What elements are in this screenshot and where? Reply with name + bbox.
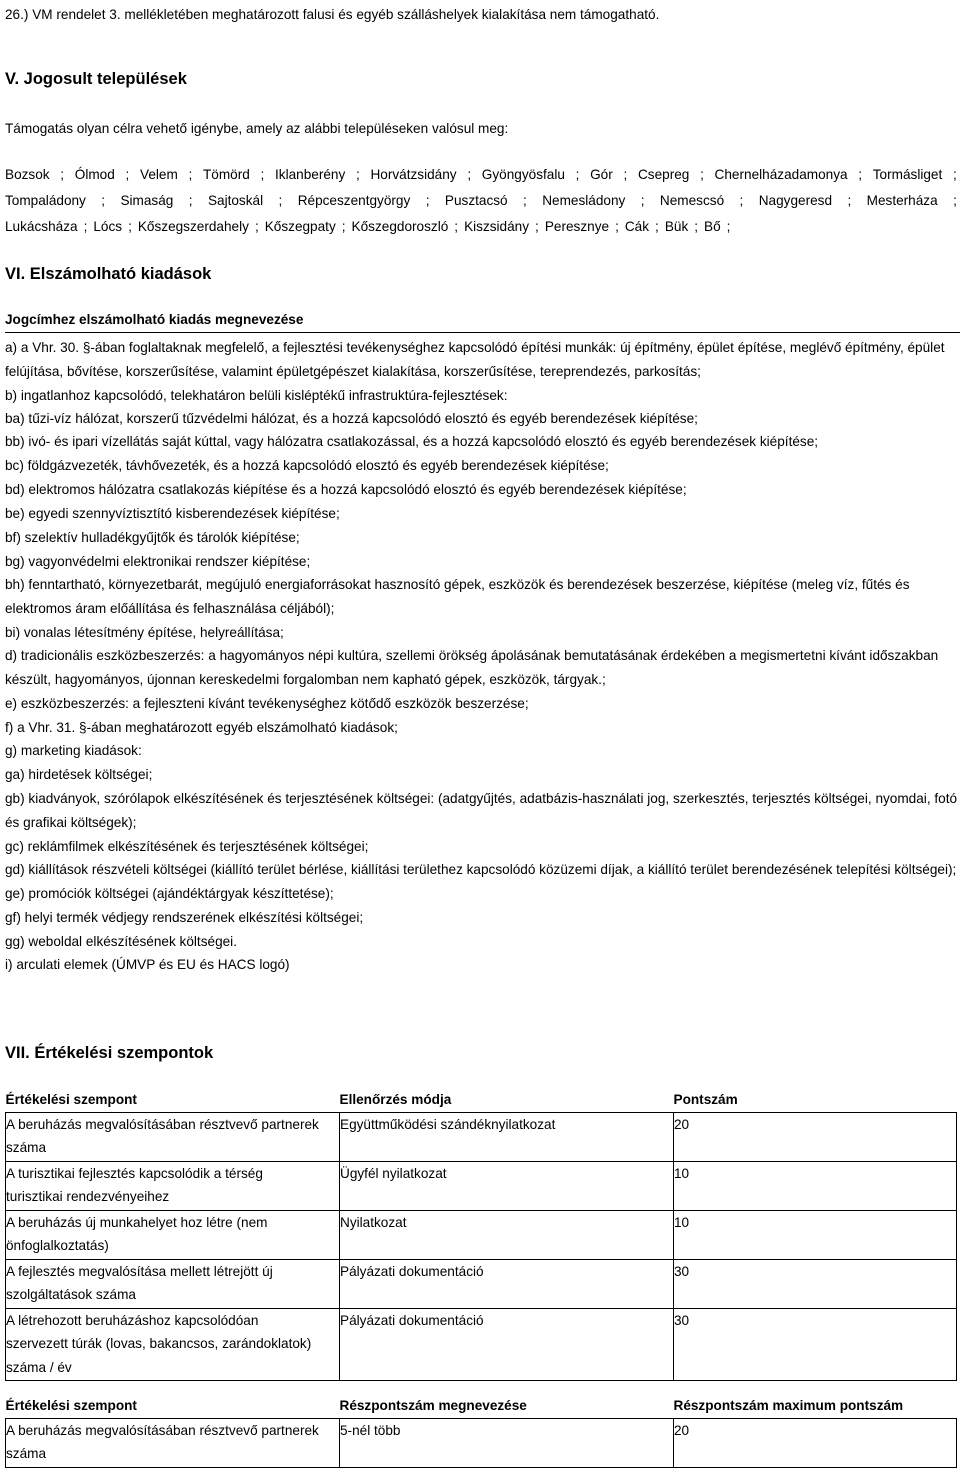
method-cell: Pályázati dokumentáció — [340, 1308, 674, 1381]
criterion-cell: A beruházás új munkahelyet hoz létre (nem önfoglalkoztatás) — [6, 1210, 340, 1259]
settlement-name: Chernelházadamonya — [714, 167, 848, 182]
settlement-name: Kőszegszerdahely — [137, 219, 249, 234]
section-5-lead: Támogatás olyan célra vehető igénybe, amely az alábbi településeken valósul meg: — [5, 121, 509, 136]
table-row — [6, 1308, 957, 1381]
separator: ; — [726, 219, 731, 234]
table-row — [6, 1112, 957, 1161]
method-cell: Együttműködési szándéknyilatkozat — [340, 1112, 674, 1161]
expense-line: ga) hirdetések költségei; — [5, 767, 153, 782]
expense-line: be) egyedi szennyvíztisztító kisberendezések kiépítése; — [5, 506, 340, 521]
points-cell: 20 — [674, 1112, 957, 1161]
settlement-name: Nemesládony — [542, 193, 626, 208]
separator: ; — [341, 219, 346, 234]
separator: ; — [655, 219, 659, 234]
settlement-name: Tömörd — [202, 167, 250, 182]
separator: ; — [523, 193, 527, 208]
table-row — [6, 1418, 957, 1467]
points-cell: 10 — [674, 1161, 957, 1210]
settlement-name: Gór — [590, 167, 613, 182]
evaluation-table — [5, 1088, 957, 1381]
separator: ; — [575, 167, 580, 182]
settlement-row-2 — [5, 193, 957, 209]
settlement-name: Iklanberény — [275, 167, 346, 182]
expense-line: bh) fenntartható, környezetbarát, megújuló energiaforrásokat hasznosító gépek, eszközök és berendezések beszerzése, kiépítése (meleg víz, fűtés és — [5, 577, 910, 592]
settlement-name: Lócs — [93, 219, 123, 234]
separator: ; — [694, 219, 699, 234]
settlement-name: Sajtoskál — [207, 193, 264, 208]
expense-line: ba) tűzi-víz hálózat, korszerű tűzvédelmi hálózat, és a hozzá kapcsolódó elosztó és egyéb berendezések kiépítése; — [5, 411, 698, 426]
table-header-method: Ellenőrzés módja — [339, 1092, 452, 1107]
settlement-name: Bozsok — [5, 167, 50, 182]
settlement-name: Kőszegdoroszló — [351, 219, 449, 234]
points-cell: 10 — [674, 1210, 957, 1259]
settlement-name: Simaság — [120, 193, 174, 208]
separator: ; — [425, 193, 430, 208]
section-5-heading: V. Jogosult települések — [5, 70, 187, 88]
expense-line: gg) weboldal elkészítésének költségei. — [5, 934, 237, 949]
expense-line: f) a Vhr. 31. §-ában meghatározott egyéb elszámolható kiadások; — [5, 720, 398, 735]
separator: ; — [858, 167, 863, 182]
table-row — [6, 1210, 957, 1259]
expense-line: készült, hagyományos, újonnan kereskedelmi forgalomban nem kapható gépek, eszközök, tárgyak.; — [5, 672, 606, 687]
separator: ; — [535, 219, 539, 234]
settlement-name: Nagygeresd — [758, 193, 833, 208]
separator: ; — [101, 193, 106, 208]
expense-line: i) arculati elemek (ÚMVP és EU és HACS logó) — [5, 957, 290, 972]
table-header-criterion: Értékelési szempont — [5, 1398, 137, 1413]
criterion-cell: A fejlesztés megvalósítása mellett létrejött új szolgáltatások száma — [6, 1259, 340, 1308]
settlement-name: Ólmod — [74, 167, 115, 182]
separator: ; — [467, 167, 472, 182]
settlement-name: Tormásliget — [872, 167, 943, 182]
criterion-cell: A turisztikai fejlesztés kapcsolódik a térség turisztikai rendezvényeihez — [6, 1161, 340, 1210]
expense-line: gb) kiadványok, szórólapok elkészítésének és terjesztésének költségei: (adatgyűjtés, adatbázis-használati jog, szerkesztés, terjesztés költségei, nyomdai, fotó — [5, 791, 958, 806]
settlement-name: Kiszsidány — [464, 219, 530, 234]
points-cell: 20 — [674, 1418, 957, 1467]
separator: ; — [188, 193, 193, 208]
expense-line: gd) kiállítások részvételi költségei (kiállító terület bérlése, kiállítási területhez kapcsolódó közüzemi díjak, a kiállító terület berendezésének telepítési költségei); — [5, 862, 957, 877]
criterion-cell: A beruházás megvalósításában résztvevő partnerek száma — [6, 1112, 340, 1161]
expense-line: gc) reklámfilmek elkészítésének és terjesztésének költségei; — [5, 839, 369, 854]
settlement-name: Gyöngyösfalu — [481, 167, 565, 182]
criterion-cell: A beruházás megvalósításában résztvevő partnerek száma — [6, 1418, 340, 1467]
section-6-heading: VI. Elszámolható kiadások — [5, 265, 212, 283]
separator: ; — [355, 167, 360, 182]
separator: ; — [952, 167, 957, 182]
separator: ; — [640, 193, 645, 208]
settlement-name: Velem — [140, 167, 178, 182]
expense-line: bi) vonalas létesítmény építése, helyreállítása; — [5, 625, 284, 640]
expense-line: bb) ivó- és ipari vízellátás saját kúttal, vagy hálózatra csatlakozással, és a hozzá kapcsolódó elosztó és egyéb berendezések kiépítése; — [5, 434, 819, 449]
separator: ; — [454, 219, 459, 234]
table-header-subscore-name: Részpontszám megnevezése — [339, 1398, 527, 1413]
expense-line: felújítása, bővítése, korszerűsítése, valamint épületgépészet kialakítása, korszerűsítése, tereprendezés, parkosítás; — [5, 364, 701, 379]
settlement-name: Nemescsó — [659, 193, 725, 208]
separator: ; — [700, 167, 704, 182]
settlement-name: Csepreg — [637, 167, 690, 182]
separator: ; — [83, 219, 88, 234]
expense-line: e) eszközbeszerzés: a fejleszteni kívánt tevékenységhez kötődő eszközök beszerzése; — [5, 696, 529, 711]
expense-line: bd) elektromos hálózatra csatlakozás kiépítése és a hozzá kapcsolódó elosztó és egyéb berendezések kiépítése; — [5, 482, 687, 497]
settlement-row-1 — [5, 167, 957, 183]
settlement-name: Horvátzsidány — [370, 167, 457, 182]
method-cell: Nyilatkozat — [340, 1210, 674, 1259]
method-cell: Pályázati dokumentáció — [340, 1259, 674, 1308]
separator: ; — [739, 193, 744, 208]
expense-line: ge) promóciók költségei (ajándéktárgyak készíttetése); — [5, 886, 334, 901]
settlement-name: Peresznye — [544, 219, 610, 234]
table-row — [6, 1259, 957, 1308]
settlement-name: Pusztacsó — [444, 193, 508, 208]
expense-line: gf) helyi termék védjegy rendszerének elkészítési költségei; — [5, 910, 364, 925]
expense-line: g) marketing kiadások: — [5, 743, 142, 758]
separator: ; — [254, 219, 259, 234]
separator: ; — [260, 167, 265, 182]
section-7-heading: VII. Értékelési szempontok — [5, 1044, 214, 1062]
separator: ; — [847, 193, 852, 208]
separator: ; — [615, 219, 619, 234]
expense-line: b) ingatlanhoz kapcsolódó, telekhatáron belüli kisléptékű infrastruktúra-fejlesztések: — [5, 388, 508, 403]
method-cell: 5-nél több — [340, 1418, 674, 1467]
settlement-name: Mesterháza — [866, 193, 938, 208]
points-cell: 30 — [674, 1259, 957, 1308]
separator: ; — [188, 167, 193, 182]
separator: ; — [125, 167, 130, 182]
expense-line: elektromos áram előállítása és felhasználása céljából); — [5, 601, 335, 616]
separator: ; — [953, 193, 957, 208]
expense-line: a) a Vhr. 30. §-ában foglaltaknak megfelelő, a fejlesztési tevékenységhez kapcsolódó építési munkák: új építmény, épület építése, meglévő építmény, épület — [5, 340, 945, 355]
settlement-name: Tompaládony — [5, 193, 86, 208]
settlement-name: Bő — [704, 219, 721, 234]
settlement-name: Répceszentgyörgy — [297, 193, 411, 208]
table-header-criterion: Értékelési szempont — [5, 1092, 137, 1107]
expense-line: bc) földgázvezeték, távhővezeték, és a hozzá kapcsolódó elosztó és egyéb berendezések kiépítése; — [5, 458, 609, 473]
settlement-name: Lukácsháza — [5, 219, 78, 234]
separator: ; — [128, 219, 132, 234]
criterion-cell: A létrehozott beruházáshoz kapcsolódóan szervezett túrák (lovas, bakancsos, zarándoklatok) száma / év — [6, 1308, 340, 1381]
settlement-row-3 — [5, 219, 736, 235]
header-rule — [5, 332, 960, 333]
settlement-name: Bük — [664, 219, 689, 234]
table-row — [6, 1161, 957, 1210]
table-header-subscore-max: Részpontszám maximum pontszám — [673, 1398, 904, 1413]
subscore-table — [5, 1394, 957, 1468]
method-cell: Ügyfél nyilatkozat — [340, 1161, 674, 1210]
expense-line: bg) vagyonvédelmi elektronikai rendszer kiépítése; — [5, 554, 311, 569]
points-cell: 30 — [674, 1308, 957, 1381]
expense-line: d) tradicionális eszközbeszerzés: a hagyományos népi kultúra, szellemi örökség ápolásának bemutatásának érdekében a megismertetni kívánt időszakban — [5, 648, 939, 663]
expense-line: bf) szelektív hulladékgyűjtők és tárolók kiépítése; — [5, 530, 300, 545]
intro-line: 26.) VM rendelet 3. mellékletében meghatározott falusi és egyéb szálláshelyek kialakítása nem támogatható. — [5, 7, 660, 22]
separator: ; — [60, 167, 65, 182]
expense-table-header: Jogcímhez elszámolható kiadás megnevezése — [5, 312, 304, 327]
separator: ; — [278, 193, 283, 208]
expense-line: és grafikai költségek); — [5, 815, 137, 830]
settlement-name: Cák — [624, 219, 650, 234]
separator: ; — [623, 167, 628, 182]
settlement-name: Kőszegpaty — [264, 219, 336, 234]
table-header-points: Pontszám — [673, 1092, 738, 1107]
